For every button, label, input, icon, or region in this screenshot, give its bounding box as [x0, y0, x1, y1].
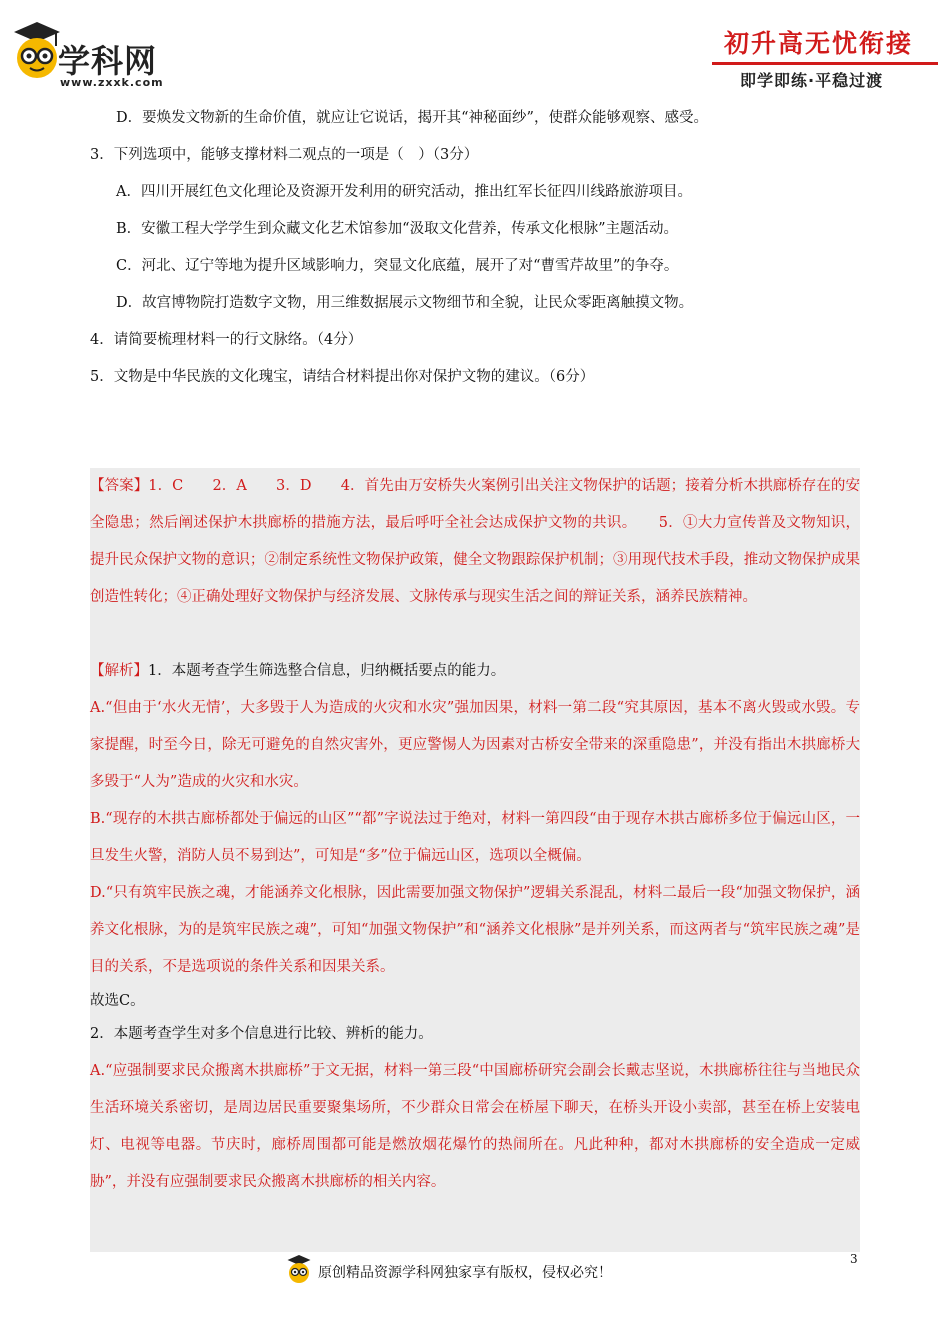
- analysis-intro: 1．本题考查学生筛选整合信息，归纳概括要点的能力。: [148, 663, 506, 679]
- answer-section: [90, 468, 860, 1252]
- question-list: [90, 100, 860, 396]
- copyright-notice: 原创精品资源学科网独家享有版权，侵权必究！: [318, 1265, 612, 1281]
- analysis-heading: [90, 653, 860, 690]
- question-line: 3．下列选项中，能够支撑材料二观点的一项是（ ）（3分）: [90, 147, 479, 163]
- analysis-conclusion: 故选C。: [90, 993, 145, 1009]
- question-line: B．安徽工程大学学生到众藏文化艺术馆参加“汲取文化营养，传承文化根脉”主题活动。: [116, 221, 678, 237]
- question-line: 5．文物是中华民族的文化瑰宝，请结合材料提出你对保护文物的建议。（6分）: [90, 369, 595, 385]
- analysis-item: A.“但由于‘水火无情’，大多毁于人为造成的火灾和水灾”强加因果，材料一第二段“究其原因，基本不离火毁或水毁。专家提醒，时至今日，除无可避免的自然灾害外，更应警惕人为因素对古桥安全带来的深重隐患”，并没有指出木拱廊桥大多毁于“人为”造成的火灾和水灾。: [90, 700, 860, 790]
- page-header: [0, 0, 950, 100]
- page-number: 3: [850, 1252, 858, 1266]
- logo-name: 学科网: [58, 42, 158, 80]
- question-line: D．要焕发文物新的生命价值，就应让它说话，揭开其“神秘面纱”，使群众能够观察、感受。: [116, 110, 708, 126]
- analysis-item: B.“现存的木拱古廊桥都处于偏远的山区”“都”字说法过于绝对，材料一第四段“由于现存木拱古廊桥多位于偏远山区，一旦发生火警，消防人员不易到达”，可知是“多”位于偏远山区，选项以全概偏。: [90, 811, 860, 864]
- mascot-logo-icon: [10, 20, 64, 80]
- answer-paragraph: [90, 468, 860, 616]
- zxxk-logo[interactable]: [10, 20, 210, 100]
- slogan-subtitle: 即学即练·平稳过渡: [740, 71, 884, 90]
- answer-text: 1．C 2．A 3．D 4．首先由万安桥失火案例引出关注文物保护的话题；接着分析木拱廊桥存在的安全隐患；然后阐述保护木拱廊桥的措施方法，最后呼吁全社会达成保护文物的共识。 5．①大力宣传普及文物知识，提升民众保护文物的意识；②制定系统性文物保护政策，健全文物跟踪保护机制；③用现代技术手段，推动文物保护成果创造性转化；④正确处理好文物保护与经济发展、文脉传承与现实生活之间的辩证关系，涵养民族精神。: [90, 478, 861, 605]
- analysis-tag: 【解析】: [90, 663, 148, 679]
- analysis-q2-intro: 2．本题考查学生对多个信息进行比较、辨析的能力。: [90, 1026, 433, 1042]
- question-line: D．故宫博物院打造数字文物，用三维数据展示文物细节和全貌，让民众零距离触摸文物。: [116, 295, 694, 311]
- analysis-item: A.“应强制要求民众搬离木拱廊桥”于文无据，材料一第三段“中国廊桥研究会副会长戴志坚说，木拱廊桥往往与当地民众生活环境关系密切，是周边居民重要聚集场所，不少群众日常会在桥屋下聊天，在桥头开设小卖部，甚至在桥上安装电灯、电视等电器。节庆时，廊桥周围都可能是燃放烟花爆竹的热闹所在。凡此种种，都对木拱廊桥的安全造成一定威胁”，并没有应强制要求民众搬离木拱廊桥的相关内容。: [90, 1063, 860, 1190]
- answer-tag: 【答案】: [90, 478, 149, 494]
- logo-url: www.zxxk.com: [60, 76, 164, 89]
- analysis-item: D.“只有筑牢民族之魂，才能涵养文化根脉，因此需要加强文物保护”逻辑关系混乱，材料二最后一段“加强文物保护，涵养文化根脉，为的是筑牢民族之魂”，可知“加强文物保护”和“涵养文化根脉”是并列关系，而这两者与“筑牢民族之魂”是目的关系，不是选项说的条件关系和因果关系。: [90, 885, 860, 975]
- slogan-title: 初升高无忧衔接: [724, 29, 914, 58]
- question-line: C．河北、辽宁等地为提升区域影响力，突显文化底蕴，展开了对“曹雪芹故里”的争夺。: [116, 258, 679, 274]
- mascot-footer-icon: [284, 1254, 314, 1284]
- question-line: 4．请简要梳理材料一的行文脉络。（4分）: [90, 332, 363, 348]
- slogan-divider: [712, 62, 938, 65]
- page-footer: [0, 1250, 950, 1310]
- spacer: [90, 616, 860, 653]
- question-line: A．四川开展红色文化理论及资源开发利用的研究活动，推出红军长征四川线路旅游项目。: [116, 184, 692, 200]
